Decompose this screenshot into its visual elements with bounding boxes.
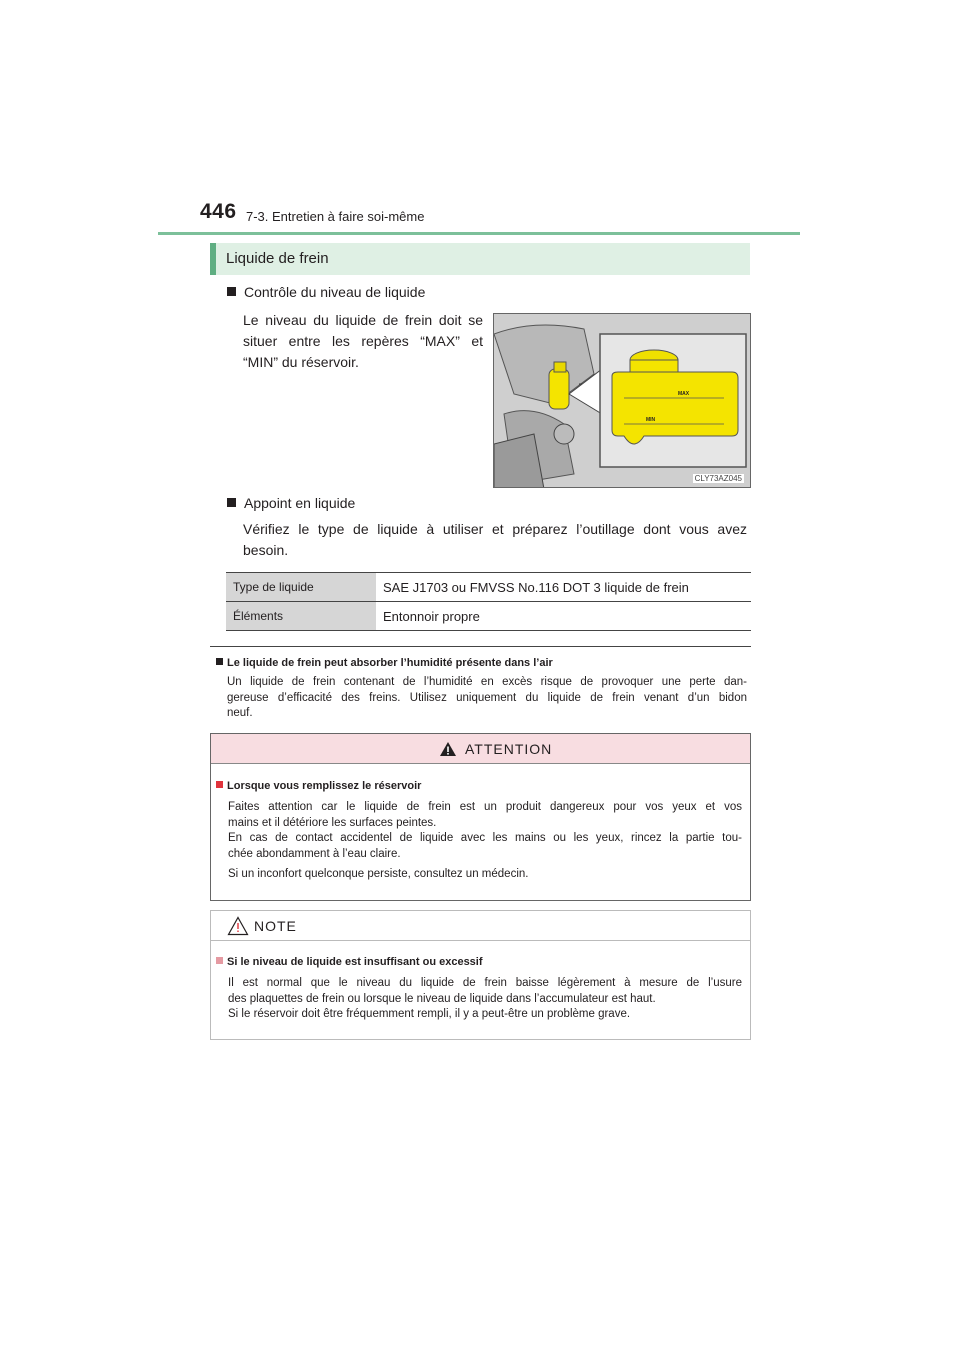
attention-line: Faites attention car le liquide de frein est un produit dangereux pour vos yeux et vos: [228, 801, 742, 813]
caution-outline-triangle-icon: [227, 916, 249, 936]
refill-heading-text: Appoint en liquide: [244, 495, 356, 511]
refill-text-line: Vérifiez le type de liquide à utiliser et préparez l’outillage dont vous avez: [243, 521, 747, 537]
attention-subheading: [216, 780, 421, 792]
attention-body: [228, 800, 742, 883]
red-square-bullet-icon: [216, 781, 223, 788]
check-text-line: situer entre les repères “MAX” et: [243, 333, 483, 349]
attention-header: [211, 734, 750, 764]
min-mark-label: MIN: [646, 417, 656, 423]
attention-line: En cas de contact accidentel de liquide avec les mains ou les yeux, rincez la partie tou-: [228, 832, 742, 844]
notice-subheading-text: Si le niveau de liquide est insuffisant ou excessif: [227, 956, 483, 968]
attention-subheading-text: Lorsque vous remplissez le réservoir: [227, 780, 422, 792]
attention-line: chée abondamment à l’eau claire.: [228, 847, 401, 860]
table-row: [226, 573, 751, 602]
refill-text-line: besoin.: [243, 542, 289, 558]
header-rule: [158, 232, 800, 235]
info-note-line: gereuse d’efficacité des freins. Utilisez uniquement du liquide de frein venant d’un bidon: [227, 691, 747, 704]
notice-box: [210, 910, 751, 1040]
table-value-cell: SAE J1703 ou FMVSS No.116 DOT 3 liquide de frein: [376, 573, 751, 602]
notice-line: des plaquettes de frein ou lorsque le niveau de liquide dans l’accumulateur est haut.: [228, 992, 656, 1005]
chapter-title: 7-3. Entretien à faire soi-même: [246, 209, 425, 224]
table-label-cell: Type de liquide: [226, 573, 376, 602]
table-label-cell: Éléments: [226, 602, 376, 631]
engine-bay-illustration: [494, 314, 751, 488]
warning-triangle-icon: [439, 741, 457, 757]
fluid-spec-table: [226, 572, 751, 631]
attention-line: mains et il détériore les surfaces peintes.: [228, 816, 437, 829]
check-text-line: Le niveau du liquide de frein doit se: [243, 312, 483, 328]
info-note-line: neuf.: [227, 707, 253, 719]
info-note-heading: [216, 657, 553, 669]
info-note-line: Un liquide de frein contenant de l’humidité en excès risque de provoquer une perte dan-: [227, 676, 747, 688]
refill-heading: [227, 495, 355, 511]
check-heading: [227, 284, 425, 300]
section-title-bar: [210, 243, 750, 275]
table-row: [226, 602, 751, 631]
notice-line: Il est normal que le niveau du liquide de frein baisse légèrement à mesure de l’usure: [228, 977, 742, 989]
attention-box: [210, 733, 751, 901]
figure-code: CLY73AZ045: [694, 474, 742, 483]
attention-title: ATTENTION: [465, 741, 553, 757]
max-mark-label: MAX: [678, 391, 690, 397]
info-note-heading-text: Le liquide de frein peut absorber l’humidité présente dans l’air: [227, 657, 553, 669]
pink-square-bullet-icon: [216, 957, 223, 964]
square-bullet-icon: [227, 498, 236, 507]
notice-body: [228, 976, 742, 1023]
section-divider: [210, 646, 751, 647]
info-note-body: [227, 675, 747, 722]
brake-reservoir-figure: [493, 313, 751, 488]
refill-text: [243, 519, 747, 561]
table-value-cell: Entonnoir propre: [376, 602, 751, 631]
check-text: [243, 310, 483, 373]
section-title: Liquide de frein: [226, 250, 329, 267]
notice-subheading: [216, 956, 483, 968]
check-heading-text: Contrôle du niveau de liquide: [244, 284, 426, 300]
square-bullet-icon: [227, 287, 236, 296]
check-text-line: “MIN” du réservoir.: [243, 354, 359, 370]
page-number: 446: [200, 200, 237, 223]
notice-header: [211, 911, 750, 941]
square-bullet-icon: [216, 658, 223, 665]
attention-extra-line: Si un inconfort quelconque persiste, consultez un médecin.: [228, 868, 529, 880]
notice-title: NOTE: [254, 918, 297, 934]
notice-line: Si le réservoir doit être fréquemment rempli, il y a peut-être un problème grave.: [228, 1008, 631, 1020]
